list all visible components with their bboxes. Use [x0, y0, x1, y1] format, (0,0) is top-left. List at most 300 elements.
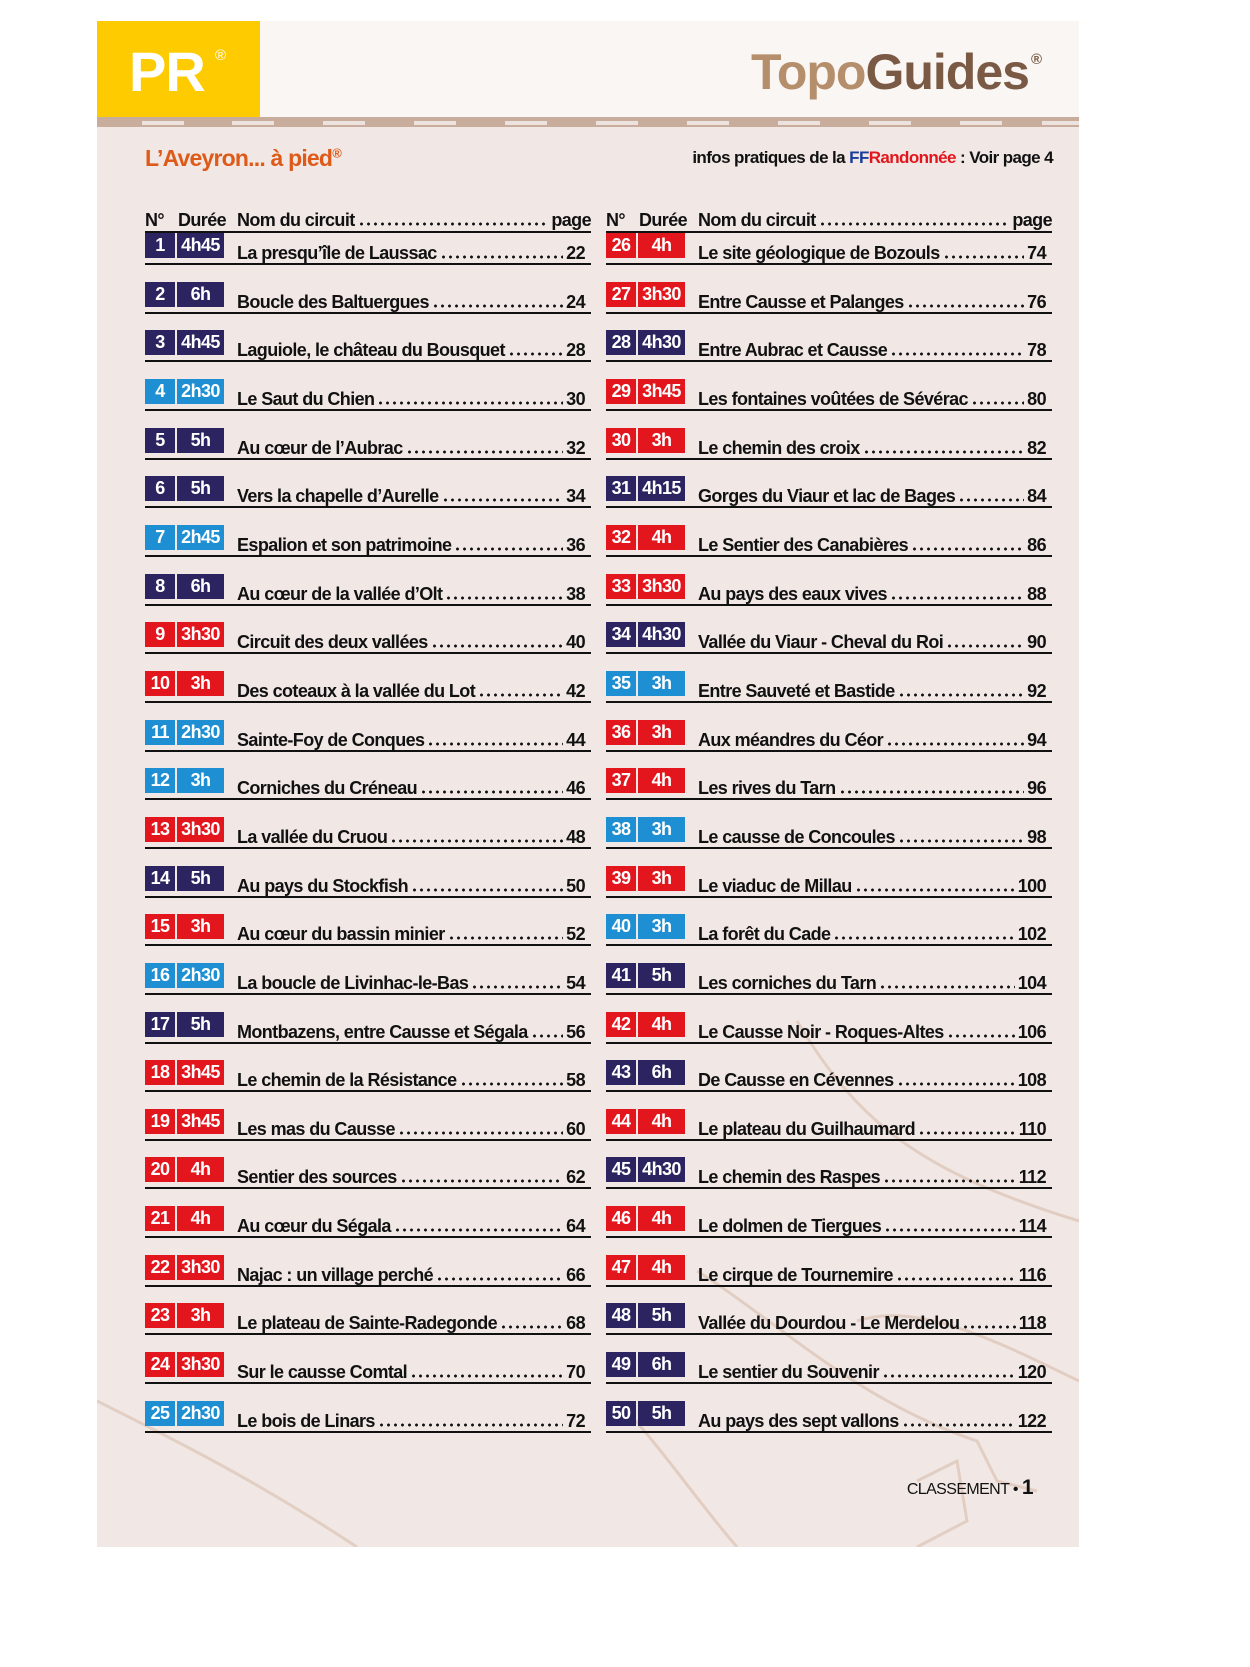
dot-leader — [884, 1228, 1016, 1232]
circuit-number-badge: 22 — [145, 1255, 175, 1280]
circuit-number-badge: 30 — [606, 428, 636, 453]
circuit-number-badge: 29 — [606, 379, 636, 404]
circuit-badges — [606, 768, 685, 793]
circuit-name[interactable]: Les mas du Causse — [237, 1118, 395, 1139]
circuit-page: 68 — [566, 1313, 585, 1334]
circuit-row[interactable] — [145, 1157, 591, 1206]
circuit-name[interactable]: Espalion et son patrimoine — [237, 534, 452, 555]
circuit-badges — [606, 1012, 685, 1037]
circuit-row[interactable] — [145, 476, 591, 525]
circuit-duration-badge: 2h30 — [177, 720, 224, 745]
circuit-row[interactable] — [145, 525, 591, 574]
circuit-number-badge: 7 — [145, 525, 175, 550]
circuit-duration-badge: 3h30 — [177, 1352, 224, 1377]
circuit-row[interactable] — [606, 525, 1052, 574]
circuit-entry — [237, 871, 585, 897]
circuit-row[interactable] — [606, 233, 1052, 282]
circuit-page: 102 — [1017, 924, 1046, 945]
dot-leader — [454, 547, 563, 551]
circuit-row[interactable] — [606, 1352, 1052, 1401]
dot-leader — [471, 985, 563, 989]
circuit-name[interactable]: Gorges du Viaur et lac de Bages — [698, 486, 956, 507]
circuit-number-badge: 32 — [606, 525, 636, 550]
dot-leader — [898, 693, 1024, 697]
row-underline — [606, 1333, 1052, 1335]
circuit-duration-badge: 3h — [638, 671, 685, 696]
row-underline — [606, 1285, 1052, 1287]
dot-leader — [882, 1374, 1015, 1378]
dot-leader — [427, 742, 563, 746]
circuit-row[interactable] — [145, 1352, 591, 1401]
circuit-badges — [145, 1109, 224, 1134]
circuit-page: 98 — [1027, 826, 1046, 847]
circuit-entry — [698, 481, 1046, 507]
circuit-number-badge: 15 — [145, 914, 175, 939]
circuit-name[interactable]: Les rives du Tarn — [698, 778, 836, 799]
dot-leader — [911, 547, 1024, 551]
dot-leader — [839, 790, 1025, 794]
row-underline — [606, 1431, 1052, 1433]
circuit-duration-badge: 2h45 — [177, 525, 224, 550]
circuit-entry — [237, 1114, 585, 1140]
circuit-page: 84 — [1027, 486, 1046, 507]
circuit-name[interactable]: Vers la chapelle d’Aurelle — [237, 486, 439, 507]
circuit-row[interactable] — [606, 622, 1052, 671]
row-underline — [145, 312, 591, 314]
row-underline — [145, 506, 591, 508]
circuit-name[interactable]: La boucle de Livinhac-le-Bas — [237, 972, 469, 993]
dot-leader — [400, 1179, 563, 1183]
circuit-duration-badge: 4h45 — [177, 330, 224, 355]
circuit-duration-badge: 4h — [638, 525, 685, 550]
circuit-entry — [237, 919, 585, 945]
circuit-page: 22 — [566, 243, 585, 263]
circuit-entry — [237, 1357, 585, 1383]
dot-leader — [432, 304, 563, 308]
row-underline — [145, 1187, 591, 1189]
circuit-name[interactable]: Aux méandres du Céor — [698, 729, 884, 750]
row-underline — [145, 360, 591, 362]
circuit-name[interactable]: De Causse en Cévennes — [698, 1070, 894, 1091]
circuit-row[interactable] — [145, 233, 591, 282]
circuit-number-badge: 17 — [145, 1012, 175, 1037]
circuit-number-badge: 40 — [606, 914, 636, 939]
circuit-row[interactable] — [145, 1206, 591, 1255]
circuit-name[interactable]: Au pays du Stockfish — [237, 875, 409, 896]
circuit-name[interactable]: Au pays des eaux vives — [698, 583, 887, 604]
circuit-badges — [145, 1206, 224, 1231]
circuit-name[interactable]: Entre Causse et Palanges — [698, 291, 904, 312]
circuit-row[interactable] — [606, 720, 1052, 769]
circuit-entry — [698, 238, 1046, 264]
row-underline — [145, 263, 591, 265]
circuit-name[interactable]: Au cœur de l’Aubrac — [237, 437, 403, 458]
circuit-row[interactable] — [145, 622, 591, 671]
circuit-entry — [237, 1162, 585, 1188]
circuit-name[interactable]: La vallée du Cruou — [237, 826, 388, 847]
circuit-name[interactable]: Au cœur de la vallée d’Olt — [237, 583, 443, 604]
circuit-row[interactable] — [606, 1255, 1052, 1304]
dot-leader — [971, 401, 1024, 405]
circuit-page: 74 — [1027, 243, 1046, 263]
circuit-page: 100 — [1017, 875, 1046, 896]
circuit-page: 94 — [1027, 729, 1046, 750]
dot-leader — [411, 888, 563, 892]
circuit-name[interactable]: Au cœur du bassin minier — [237, 924, 445, 945]
circuit-name[interactable]: La presqu’île de Laussac — [237, 243, 437, 263]
dot-leader — [478, 693, 563, 697]
column-header — [145, 203, 591, 233]
header-duration: Durée — [178, 210, 227, 230]
circuit-row[interactable] — [606, 428, 1052, 477]
circuit-name[interactable]: Laguiole, le château du Bousquet — [237, 340, 505, 361]
header-banner — [97, 21, 1079, 117]
circuit-name[interactable]: Le chemin de la Résistance — [237, 1070, 457, 1091]
circuit-row[interactable] — [145, 428, 591, 477]
circuit-name[interactable]: Sainte-Foy de Conques — [237, 729, 425, 750]
circuit-badges — [145, 1352, 224, 1377]
circuit-name[interactable]: Corniches du Créneau — [237, 778, 418, 799]
circuit-badges — [606, 720, 685, 745]
circuit-duration-badge: 4h — [177, 1206, 224, 1231]
circuit-name[interactable]: Le Saut du Chien — [237, 388, 375, 409]
circuit-number-badge: 38 — [606, 817, 636, 842]
circuit-page: 34 — [566, 486, 585, 507]
circuit-entry — [698, 1017, 1046, 1043]
row-underline — [145, 1090, 591, 1092]
circuit-name[interactable]: Circuit des deux vallées — [237, 632, 428, 653]
circuit-duration-badge: 4h — [638, 1012, 685, 1037]
row-underline — [145, 750, 591, 752]
circuit-row[interactable] — [606, 1012, 1052, 1061]
circuit-row[interactable] — [145, 1060, 591, 1109]
circuit-row[interactable] — [606, 574, 1052, 623]
circuit-name[interactable]: Le viaduc de Millau — [698, 875, 852, 896]
circuit-row[interactable] — [145, 914, 591, 963]
circuit-name[interactable]: Najac : un village perché — [237, 1264, 434, 1285]
row-underline — [145, 701, 591, 703]
circuit-entry — [698, 1406, 1046, 1432]
row-underline — [606, 750, 1052, 752]
circuit-row[interactable] — [145, 1255, 591, 1304]
circuit-row[interactable] — [606, 1303, 1052, 1352]
circuit-page: 44 — [566, 729, 585, 750]
circuit-duration-badge: 4h — [638, 1255, 685, 1280]
circuit-entry — [698, 1065, 1046, 1091]
dot-leader — [406, 450, 564, 454]
page-footer — [907, 1476, 1033, 1500]
circuit-number-badge: 10 — [145, 671, 175, 696]
row-underline — [145, 458, 591, 460]
row-underline — [145, 944, 591, 946]
circuit-name[interactable]: Les corniches du Tarn — [698, 972, 877, 993]
pr-logo-reg: ® — [215, 47, 227, 64]
circuit-duration-badge: 4h — [638, 1109, 685, 1134]
circuit-name[interactable]: Le cirque de Tournemire — [698, 1264, 893, 1285]
circuit-name[interactable]: Le Causse Noir - Roques-Altes — [698, 1021, 944, 1042]
circuit-name[interactable]: Le dolmen de Tiergues — [698, 1216, 882, 1237]
circuit-duration-badge: 2h30 — [177, 1401, 224, 1426]
circuit-duration-badge: 3h — [638, 914, 685, 939]
circuit-page: 90 — [1027, 632, 1046, 653]
circuit-row[interactable] — [606, 914, 1052, 963]
circuit-badges — [145, 1401, 224, 1426]
circuit-name[interactable]: Les fontaines voûtées de Sévérac — [698, 388, 968, 409]
circuit-duration-badge: 5h — [177, 476, 224, 501]
circuit-badges — [145, 428, 224, 453]
circuit-badges — [145, 866, 224, 891]
circuit-number-badge: 12 — [145, 768, 175, 793]
circuit-name[interactable]: Vallée du Dourdou - Le Merdelou — [698, 1313, 960, 1334]
circuit-entry — [698, 530, 1046, 556]
circuit-name[interactable]: Boucle des Baltuergues — [237, 291, 429, 312]
circuit-name[interactable]: Montbazens, entre Causse et Ségala — [237, 1021, 528, 1042]
circuit-badges — [145, 1157, 224, 1182]
circuit-entry — [698, 725, 1046, 751]
circuit-duration-badge: 5h — [177, 428, 224, 453]
circuit-badges — [606, 282, 685, 307]
row-underline — [145, 1382, 591, 1384]
row-underline — [606, 1139, 1052, 1141]
circuit-row[interactable] — [145, 574, 591, 623]
circuit-name[interactable]: Le chemin des Raspes — [698, 1167, 881, 1188]
circuit-page: 76 — [1027, 291, 1046, 312]
circuit-number-badge: 33 — [606, 574, 636, 599]
circuit-page: 62 — [566, 1167, 585, 1188]
circuit-row[interactable] — [606, 963, 1052, 1012]
circuit-duration-badge: 3h — [177, 768, 224, 793]
circuit-badges — [145, 1303, 224, 1328]
circuit-name[interactable]: Au pays des sept vallons — [698, 1410, 899, 1431]
circuit-row[interactable] — [145, 330, 591, 379]
dot-leader — [897, 1082, 1015, 1086]
row-underline — [145, 409, 591, 411]
circuit-page: 38 — [566, 583, 585, 604]
circuit-name[interactable]: Le bois de Linars — [237, 1410, 375, 1431]
circuit-badges — [145, 720, 224, 745]
circuit-duration-badge: 3h — [177, 1303, 224, 1328]
circuit-row[interactable] — [606, 282, 1052, 331]
circuit-list-right — [606, 203, 1052, 1449]
circuit-name[interactable]: Vallée du Viaur - Cheval du Roi — [698, 632, 944, 653]
info-prefix: infos pratiques de la — [692, 148, 850, 167]
circuit-entry — [237, 481, 585, 507]
row-underline — [145, 993, 591, 995]
dot-leader — [377, 401, 563, 405]
circuit-entry — [237, 1260, 585, 1286]
circuit-duration-badge: 2h30 — [177, 963, 224, 988]
dot-leader — [390, 839, 563, 843]
circuit-page: 28 — [566, 340, 585, 361]
circuit-number-badge: 16 — [145, 963, 175, 988]
circuit-row[interactable] — [145, 671, 591, 720]
circuit-badges — [606, 330, 685, 355]
circuit-duration-badge: 3h45 — [638, 379, 685, 404]
row-underline — [606, 312, 1052, 314]
circuit-row[interactable] — [145, 1303, 591, 1352]
dot-leader — [378, 1423, 563, 1427]
circuit-row[interactable] — [145, 817, 591, 866]
circuit-badges — [145, 525, 224, 550]
circuit-row[interactable] — [145, 379, 591, 428]
circuit-entry — [237, 335, 585, 361]
circuit-name[interactable]: Des coteaux à la vallée du Lot — [237, 680, 476, 701]
dot-leader — [863, 450, 1025, 454]
row-underline — [606, 458, 1052, 460]
circuit-number-badge: 50 — [606, 1401, 636, 1426]
circuit-duration-badge: 4h30 — [638, 622, 685, 647]
circuit-page: 112 — [1018, 1167, 1046, 1188]
circuit-number-badge: 26 — [606, 233, 636, 258]
circuit-page: 54 — [566, 972, 585, 993]
circuit-name[interactable]: Le chemin des croix — [698, 437, 860, 458]
circuit-row[interactable] — [606, 1109, 1052, 1158]
pr-logo-text: PR — [129, 40, 205, 103]
circuit-name[interactable]: Entre Aubrac et Causse — [698, 340, 888, 361]
circuit-entry — [698, 627, 1046, 653]
circuit-row[interactable] — [606, 671, 1052, 720]
circuit-name[interactable]: La forêt du Cade — [698, 924, 831, 945]
circuit-badges — [606, 963, 685, 988]
logo-reg: ® — [1030, 51, 1041, 68]
row-underline — [145, 798, 591, 800]
circuit-name[interactable]: Le site géologique de Bozouls — [698, 243, 940, 263]
header-stripe — [97, 117, 1079, 127]
circuit-number-badge: 1 — [145, 233, 175, 258]
circuit-badges — [145, 574, 224, 599]
circuit-row[interactable] — [606, 330, 1052, 379]
circuit-number-badge: 25 — [145, 1401, 175, 1426]
circuit-duration-badge: 3h45 — [177, 1109, 224, 1134]
circuit-number-badge: 43 — [606, 1060, 636, 1085]
circuit-page: 96 — [1027, 778, 1046, 799]
info-ff: FF — [849, 148, 869, 167]
circuit-number-badge: 41 — [606, 963, 636, 988]
circuit-row[interactable] — [145, 1109, 591, 1158]
dot-leader — [819, 222, 1010, 226]
circuit-row[interactable] — [606, 1157, 1052, 1206]
circuit-entry — [698, 1114, 1046, 1140]
circuit-duration-badge: 5h — [638, 1303, 685, 1328]
circuit-row[interactable] — [145, 1401, 591, 1450]
circuit-row[interactable] — [145, 768, 591, 817]
row-underline — [606, 1187, 1052, 1189]
circuit-row[interactable] — [606, 1206, 1052, 1255]
circuit-badges — [606, 476, 685, 501]
circuit-row[interactable] — [606, 1401, 1052, 1450]
circuit-entry — [237, 627, 585, 653]
circuit-row[interactable] — [606, 866, 1052, 915]
circuit-name[interactable]: Entre Sauveté et Bastide — [698, 680, 895, 701]
circuit-name[interactable]: Le Sentier des Canabières — [698, 534, 909, 555]
dot-leader — [448, 936, 564, 940]
circuit-name[interactable]: Sur le causse Comtal — [237, 1362, 408, 1383]
row-underline — [606, 263, 1052, 265]
circuit-row[interactable] — [145, 1012, 591, 1061]
circuit-page: 110 — [1018, 1118, 1046, 1139]
circuit-entry — [698, 919, 1046, 945]
circuit-number-badge: 23 — [145, 1303, 175, 1328]
circuit-row[interactable] — [606, 768, 1052, 817]
row-underline — [606, 1236, 1052, 1238]
circuit-row[interactable] — [145, 866, 591, 915]
circuit-row[interactable] — [606, 476, 1052, 525]
circuit-duration-badge: 3h — [177, 671, 224, 696]
circuit-number-badge: 28 — [606, 330, 636, 355]
circuit-entry — [237, 1211, 585, 1237]
header-page: page — [1012, 210, 1052, 230]
circuit-page: 120 — [1017, 1362, 1046, 1383]
circuit-row[interactable] — [606, 817, 1052, 866]
row-underline — [606, 360, 1052, 362]
dot-leader — [398, 1131, 563, 1135]
row-underline — [606, 798, 1052, 800]
row-underline — [145, 555, 591, 557]
circuit-row[interactable] — [145, 282, 591, 331]
dot-leader — [410, 1374, 563, 1378]
circuit-number-badge: 35 — [606, 671, 636, 696]
circuit-page: 72 — [566, 1410, 585, 1431]
circuit-name[interactable]: Le causse de Concoules — [698, 826, 895, 847]
circuit-badges — [606, 574, 685, 599]
circuit-page: 66 — [566, 1264, 585, 1285]
circuit-number-badge: 21 — [145, 1206, 175, 1231]
row-underline — [606, 604, 1052, 606]
page-title — [145, 145, 341, 172]
circuit-duration-badge: 5h — [177, 1012, 224, 1037]
circuit-number-badge: 14 — [145, 866, 175, 891]
circuit-duration-badge: 4h — [177, 1157, 224, 1182]
circuit-number-badge: 9 — [145, 622, 175, 647]
circuit-page: 92 — [1027, 680, 1046, 701]
circuit-duration-badge: 4h15 — [638, 476, 685, 501]
row-underline — [145, 1042, 591, 1044]
row-underline — [145, 1236, 591, 1238]
row-underline — [606, 555, 1052, 557]
circuit-list-left — [145, 203, 591, 1449]
circuit-page: 48 — [566, 826, 585, 847]
circuit-name[interactable]: Le plateau du Guilhaumard — [698, 1118, 916, 1139]
circuit-entry — [698, 287, 1046, 313]
circuit-duration-badge: 2h30 — [177, 379, 224, 404]
circuit-row[interactable] — [606, 379, 1052, 428]
dot-leader — [943, 255, 1025, 259]
circuit-badges — [145, 768, 224, 793]
info-pratiques — [692, 148, 1053, 168]
circuit-row[interactable] — [145, 963, 591, 1012]
circuit-badges — [145, 671, 224, 696]
circuit-entry — [698, 1211, 1046, 1237]
circuit-name[interactable]: Sentier des sources — [237, 1167, 397, 1188]
circuit-row[interactable] — [145, 720, 591, 769]
circuit-page: 104 — [1017, 972, 1046, 993]
circuit-number-badge: 47 — [606, 1255, 636, 1280]
circuit-name[interactable]: Le sentier du Souvenir — [698, 1362, 879, 1383]
circuit-duration-badge: 4h — [638, 768, 685, 793]
row-underline — [606, 652, 1052, 654]
header-page: page — [551, 210, 591, 230]
circuit-badges — [145, 476, 224, 501]
circuit-badges — [145, 1255, 224, 1280]
circuit-number-badge: 11 — [145, 720, 175, 745]
circuit-page: 58 — [566, 1070, 585, 1091]
circuit-name[interactable]: Le plateau de Sainte-Radegonde — [237, 1313, 498, 1334]
circuit-entry — [237, 579, 585, 605]
circuit-badges — [145, 379, 224, 404]
circuit-name[interactable]: Au cœur du Ségala — [237, 1216, 391, 1237]
circuit-row[interactable] — [606, 1060, 1052, 1109]
circuit-duration-badge: 3h30 — [177, 622, 224, 647]
